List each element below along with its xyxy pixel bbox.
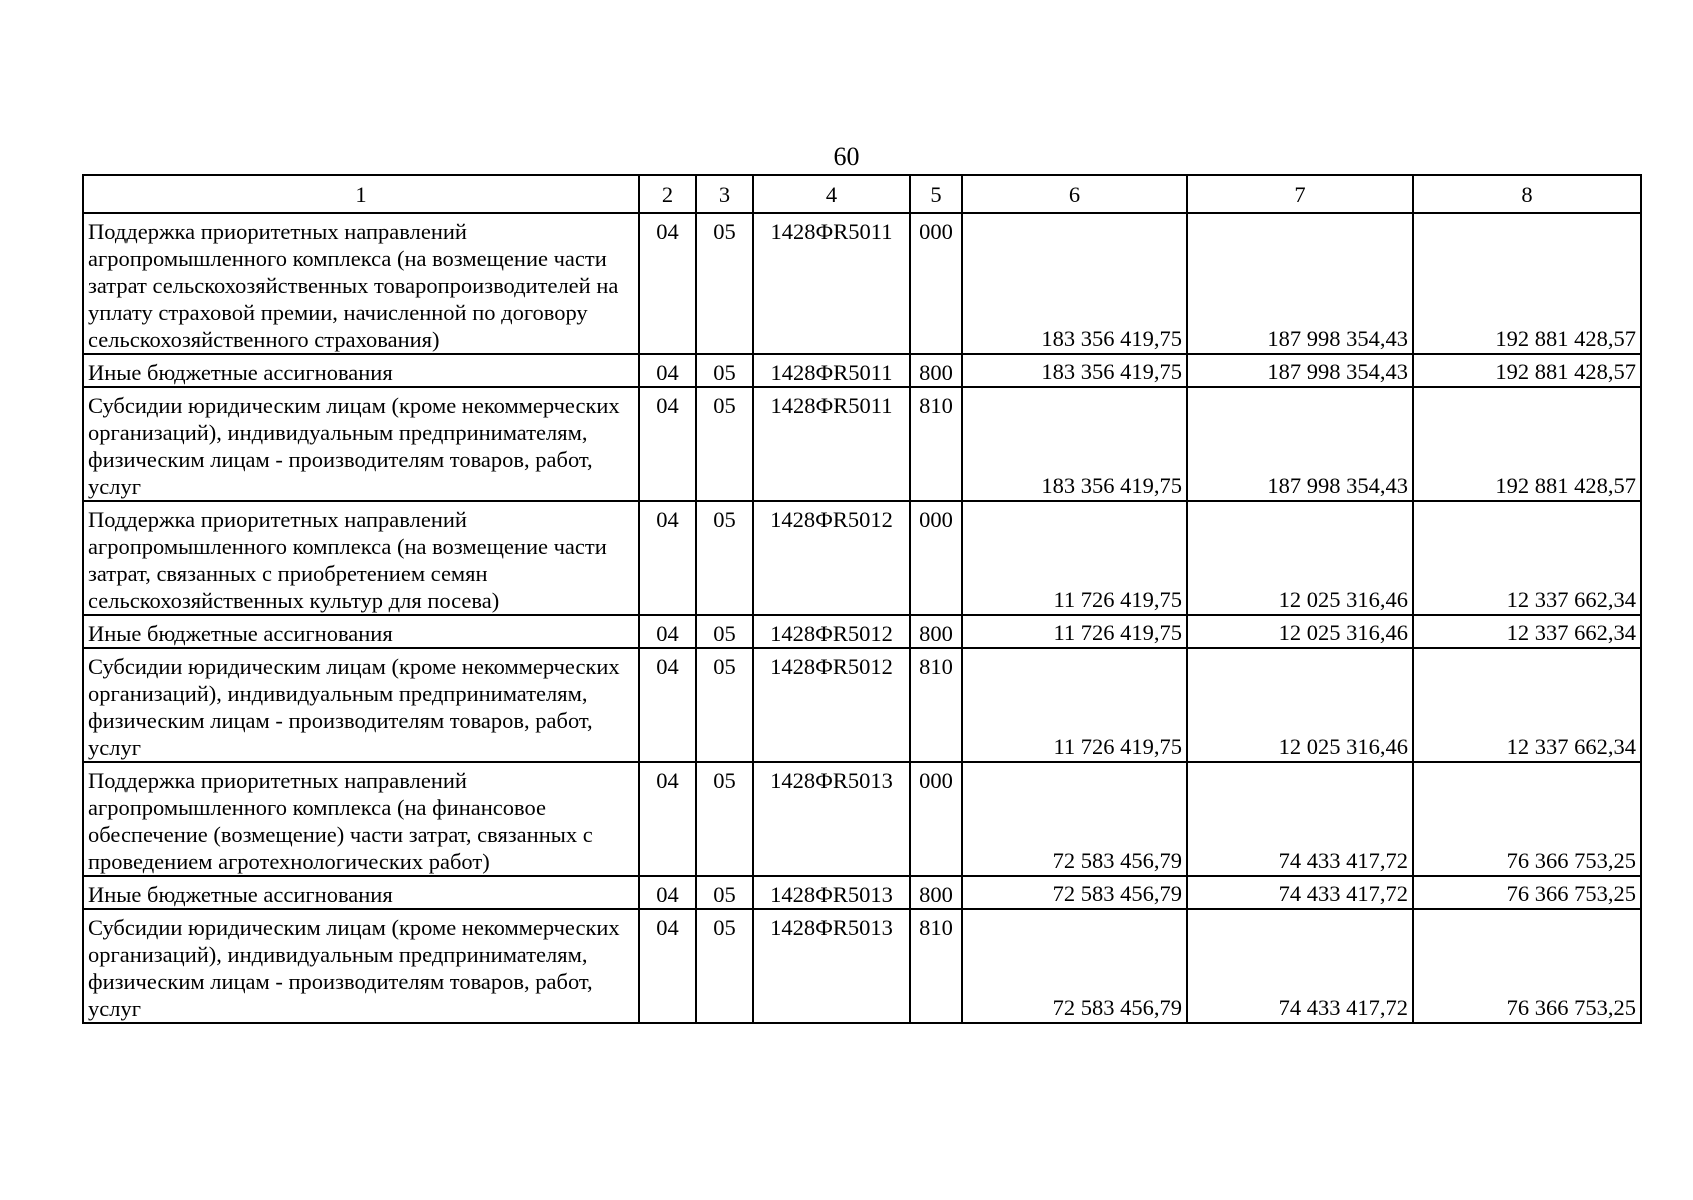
amount-col8: 76 366 753,25 [1413,762,1641,876]
row-description: Субсидии юридическим лицам (кроме некоммерческих организаций), индивидуальным предпринимателям, физическим лицам - производителям товаров, работ, услуг [83,909,639,1023]
expense-type-code: 810 [910,909,962,1023]
target-article-code: 1428ФR5013 [753,909,910,1023]
amount-col7: 74 433 417,72 [1187,762,1413,876]
subsection-code: 05 [696,387,753,501]
table-row [83,615,1641,648]
amount-col8: 192 881 428,57 [1413,354,1641,387]
amount-col6: 183 356 419,75 [962,387,1187,501]
expense-type-code: 000 [910,762,962,876]
target-article-code: 1428ФR5012 [753,501,910,615]
subsection-code: 05 [696,762,753,876]
column-header: 5 [910,175,962,213]
subsection-code: 05 [696,501,753,615]
row-description: Субсидии юридическим лицам (кроме некоммерческих организаций), индивидуальным предпринимателям, физическим лицам - производителям товаров, работ, услуг [83,648,639,762]
column-header: 6 [962,175,1187,213]
target-article-code: 1428ФR5013 [753,876,910,909]
amount-col6: 72 583 456,79 [962,876,1187,909]
column-header: 4 [753,175,910,213]
row-description: Субсидии юридическим лицам (кроме некоммерческих организаций), индивидуальным предпринимателям, физическим лицам - производителям товаров, работ, услуг [83,387,639,501]
expense-type-code: 800 [910,354,962,387]
amount-col7: 74 433 417,72 [1187,876,1413,909]
page-number: 60 [833,142,860,171]
amount-col6: 11 726 419,75 [962,648,1187,762]
table-row [83,909,1641,1023]
row-description: Иные бюджетные ассигнования [83,354,639,387]
row-description: Поддержка приоритетных направлений агропромышленного комплекса (на финансовое обеспечение (возмещение) части затрат, связанных с проведением агротехнологических работ) [83,762,639,876]
subsection-code: 05 [696,876,753,909]
amount-col7: 187 998 354,43 [1187,213,1413,354]
subsection-code: 05 [696,213,753,354]
column-header: 7 [1187,175,1413,213]
subsection-code: 05 [696,354,753,387]
target-article-code: 1428ФR5013 [753,762,910,876]
amount-col7: 187 998 354,43 [1187,354,1413,387]
amount-col7: 74 433 417,72 [1187,909,1413,1023]
row-description: Иные бюджетные ассигнования [83,615,639,648]
section-code: 04 [639,213,696,354]
subsection-code: 05 [696,909,753,1023]
column-header: 3 [696,175,753,213]
amount-col6: 72 583 456,79 [962,762,1187,876]
target-article-code: 1428ФR5011 [753,213,910,354]
amount-col8: 12 337 662,34 [1413,501,1641,615]
section-code: 04 [639,387,696,501]
row-description: Поддержка приоритетных направлений агропромышленного комплекса (на возмещение части затрат сельскохозяйственных товаропроизводителей на уплату страховой премии, начисленной по договору сельскохозяйственного страхования) [83,213,639,354]
amount-col7: 187 998 354,43 [1187,387,1413,501]
amount-col8: 76 366 753,25 [1413,876,1641,909]
expense-type-code: 810 [910,387,962,501]
section-code: 04 [639,354,696,387]
table-row [83,354,1641,387]
amount-col7: 12 025 316,46 [1187,648,1413,762]
target-article-code: 1428ФR5011 [753,387,910,501]
budget-table [82,174,1642,1024]
amount-col7: 12 025 316,46 [1187,501,1413,615]
amount-col8: 12 337 662,34 [1413,648,1641,762]
amount-col8: 76 366 753,25 [1413,909,1641,1023]
table-row [83,648,1641,762]
amount-col8: 192 881 428,57 [1413,213,1641,354]
amount-col6: 72 583 456,79 [962,909,1187,1023]
expense-type-code: 800 [910,876,962,909]
column-header: 2 [639,175,696,213]
amount-col8: 192 881 428,57 [1413,387,1641,501]
section-code: 04 [639,876,696,909]
section-code: 04 [639,501,696,615]
row-description: Иные бюджетные ассигнования [83,876,639,909]
column-header: 8 [1413,175,1641,213]
table-header-row [83,175,1641,213]
amount-col7: 12 025 316,46 [1187,615,1413,648]
section-code: 04 [639,762,696,876]
section-code: 04 [639,648,696,762]
amount-col6: 183 356 419,75 [962,354,1187,387]
expense-type-code: 810 [910,648,962,762]
table-row [83,501,1641,615]
amount-col6: 11 726 419,75 [962,615,1187,648]
table-row [83,762,1641,876]
section-code: 04 [639,615,696,648]
amount-col8: 12 337 662,34 [1413,615,1641,648]
subsection-code: 05 [696,648,753,762]
expense-type-code: 000 [910,501,962,615]
row-description: Поддержка приоритетных направлений агропромышленного комплекса (на возмещение части затрат, связанных с приобретением семян сельскохозяйственных культур для посева) [83,501,639,615]
table-row [83,387,1641,501]
expense-type-code: 000 [910,213,962,354]
section-code: 04 [639,909,696,1023]
amount-col6: 183 356 419,75 [962,213,1187,354]
target-article-code: 1428ФR5012 [753,615,910,648]
amount-col6: 11 726 419,75 [962,501,1187,615]
expense-type-code: 800 [910,615,962,648]
table-row [83,876,1641,909]
table-body [83,213,1641,1023]
target-article-code: 1428ФR5012 [753,648,910,762]
column-header: 1 [83,175,639,213]
table-row [83,213,1641,354]
subsection-code: 05 [696,615,753,648]
target-article-code: 1428ФR5011 [753,354,910,387]
